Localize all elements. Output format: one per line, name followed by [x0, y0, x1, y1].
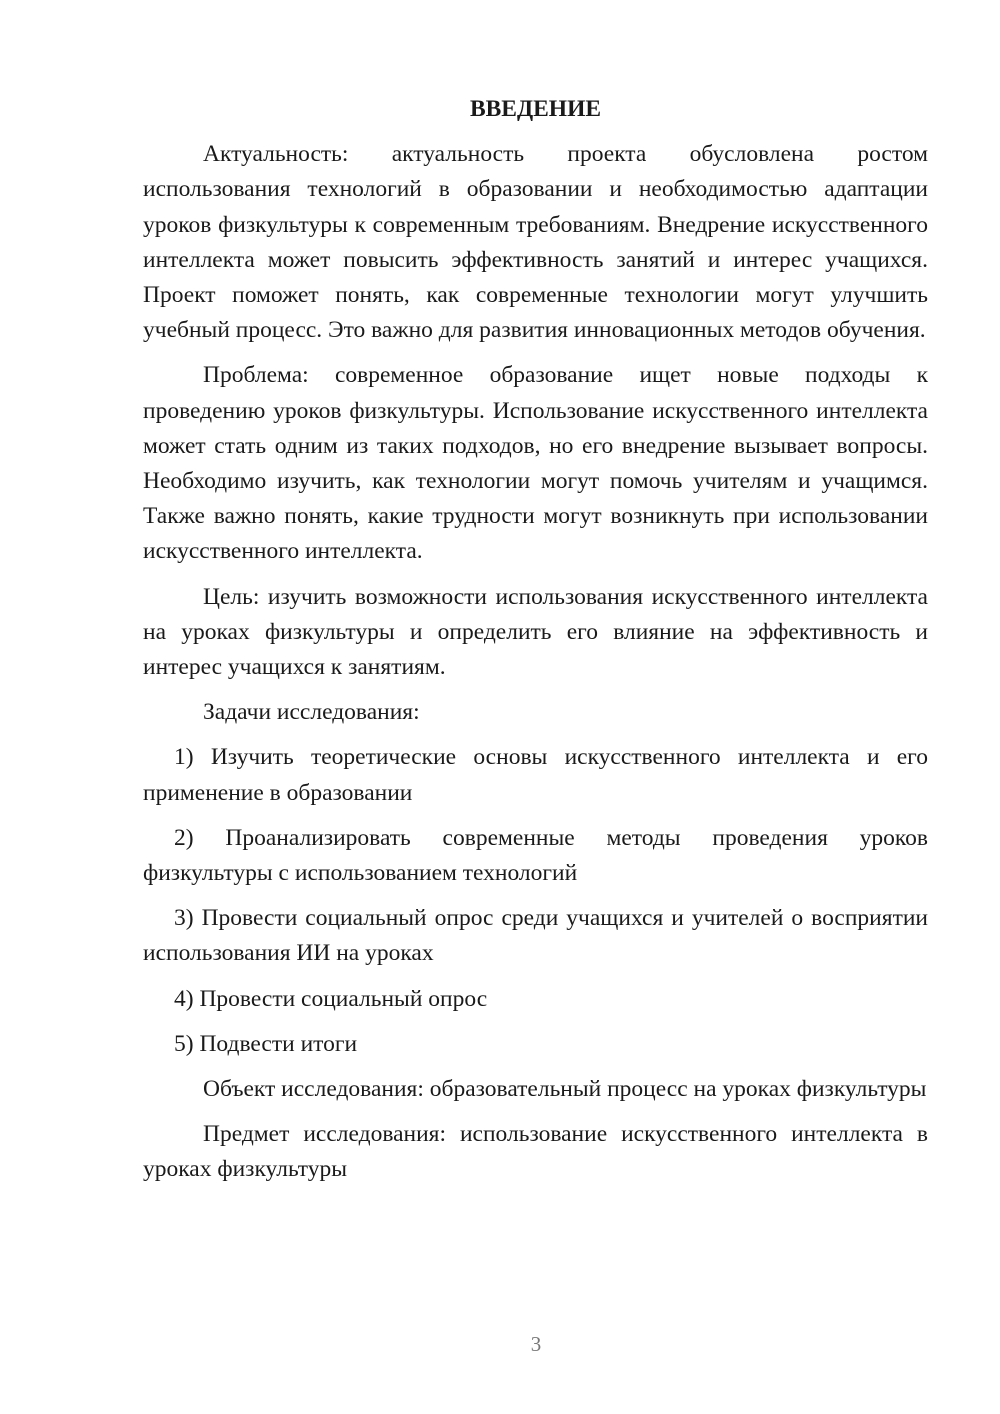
relevance-paragraph: Актуальность: актуальность проекта обусловлена ростом использования технологий в образовании и необходимостью адаптации уроков физкультуры к современным требованиям. Внедрение искусственного интеллекта может повысить эффективность занятий и интерес учащихся. Проект поможет понять, как современные технологии могут улучшить учебный процесс. Это важно для развития инновационных методов обучения. [143, 141, 928, 344]
task-item-3: 3) Провести социальный опрос среди учащихся и учителей о восприятии использования ИИ на уроках [143, 905, 928, 967]
task-item-1: 1) Изучить теоретические основы искусственного интеллекта и его применение в образовании [143, 744, 928, 806]
goal-paragraph: Цель: изучить возможности использования искусственного интеллекта на уроках физкультуры и определить его влияние на эффективность и интерес учащихся к занятиям. [143, 583, 928, 681]
tasks-heading: Задачи исследования: [203, 699, 420, 726]
page-number: 3 [530, 1332, 542, 1356]
task-item-4: 4) Провести социальный опрос [174, 985, 488, 1012]
research-subject-paragraph: Предмет исследования: использование искусственного интеллекта в уроках физкультуры [143, 1121, 928, 1183]
page-content [143, 92, 928, 1198]
research-object-paragraph: Объект исследования: образовательный процесс на уроках физкультуры [203, 1076, 927, 1103]
problem-paragraph: Проблема: современное образование ищет новые подходы к проведению уроков физкультуры. Использование искусственного интеллекта может стать одним из таких подходов, но его внедрение вызывает вопросы. Необходимо изучить, как технологии могут помочь учителям и учащимся. Также важно понять, какие трудности могут возникнуть при использовании искусственного интеллекта. [143, 362, 928, 565]
page-title: ВВЕДЕНИЕ [469, 96, 602, 122]
task-item-2: 2) Проанализировать современные методы проведения уроков физкультуры с использованием технологий [143, 824, 928, 887]
task-item-5: 5) Подвести итоги [174, 1030, 358, 1057]
